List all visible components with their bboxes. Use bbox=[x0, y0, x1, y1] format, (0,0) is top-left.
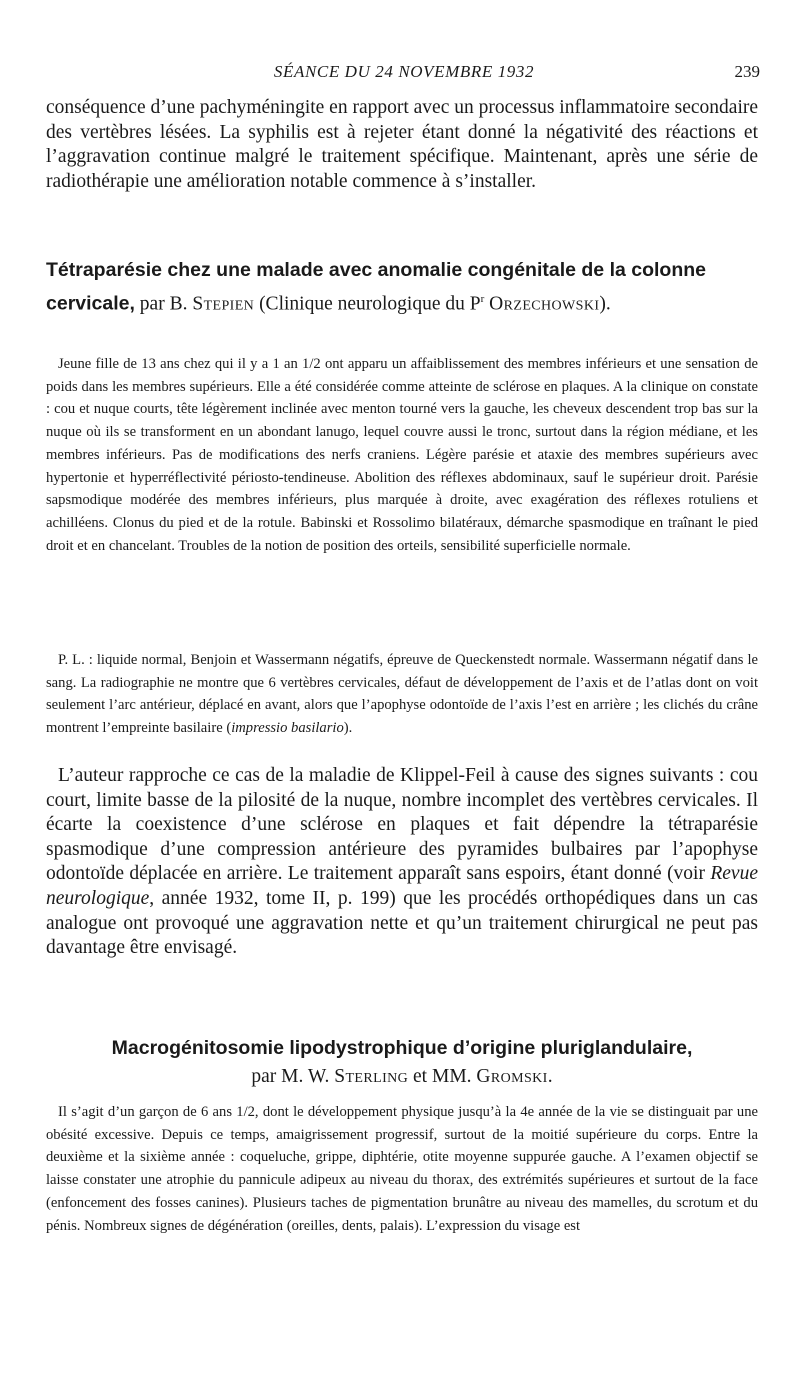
section-1-discussion-italic: Revue neurologique bbox=[46, 863, 758, 909]
section-1-discussion-part-2: , année 1932, tome II, p. 199) que les procédés orthopédiques dans un cas analogue ont provoqué une aggravation nette et qu’un traitement chirurgical ne peut pas davantage être envisagé. bbox=[46, 887, 758, 959]
section-2-title-end: . bbox=[547, 1066, 553, 1087]
section-1-lab-text: P. L. : liquide normal, Benjoin et Wassermann négatifs, épreuve de Queckenstedt normale. Wassermann négatif dans le sang. La radiographie ne montre que 6 vertèbres cervicales, défaut de développement de l’axis et de l’atlas dont on voit seulement l’arc antérieur, déplacé en avant, alors que l’apophyse odontoïde de l’axis l’est en arrière ; les clichés du crâne montrent l’empreinte basilaire ( bbox=[46, 652, 758, 737]
section-1-prof-name: Orzechowski bbox=[489, 293, 600, 315]
page-number: 239 bbox=[734, 62, 760, 81]
section-1-by: par B. bbox=[139, 293, 188, 315]
section-2-case-paragraph: Il s’agit d’un garçon de 6 ans 1/2, dont le développement physique jusqu’à la 4e année de la vie se distinguait par une obésité excessive. Depuis ce temps, amaigrissement progressif, surtout de la moitié supérieure du corps. Entre la deuxième et la sixième année : coqueluche, grippe, diphtérie, otite moyenne suppurée gauche. A l’examen objectif se laisse constater une atrophie du pannicule adipeux au niveau du thorax, des extrémités supérieures et surtout de la face (enfoncement des fosses canines). Plusieurs taches de pigmentation brunâtre au niveau des mamelles, du scrotum et du pénis. Nombreux signes de dégénération (oreilles, dents, palais). L’expression du visage est bbox=[46, 1104, 758, 1234]
section-2-author-2: Gromski bbox=[476, 1066, 548, 1087]
section-1-case-paragraph: Jeune fille de 13 ans chez qui il y a 1 an 1/2 ont apparu un affaiblissement des membres inférieurs et une sensation de poids dans les membres supérieurs. Elle a été considérée comme atteinte de sclérose en plaques. A la clinique on constate : cou et nuque courts, tête légèrement inclinée avec menton tourné vers la gauche, les cheveux descendent trop bas sur la nuque où ils se transforment en un abondant lanugo, lequel couvre aussi le tronc, surtout dans la région médiane, et les membres inférieurs. Pas de modifications des nerfs craniens. Légère parésie et ataxie des membres supérieurs avec hypertonie et hyperréflectivité périosto-tendineuse. Abolition des réflexes abdominaux, sauf le supérieur droit. Parésie sapsmodique modérée des membres inférieurs, plus marquée à droite, avec exagération des réflexes rotuliens et achilléens. Clonus du pied et de la rotule. Babinski et Rossolimo bilatéraux, démarche spasmodique en traînant le pied droit et en chancelant. Troubles de la notion de position des orteils, sensibilité superficielle normale. bbox=[46, 356, 758, 554]
section-1-affiliation: (Clinique neurologique du bbox=[259, 293, 465, 315]
section-1-prof-sup: r bbox=[480, 293, 485, 305]
section-2-heading bbox=[46, 1034, 758, 1091]
section-2-author-1: Sterling bbox=[334, 1066, 409, 1087]
section-1-discussion-part-1: L’auteur rapproche ce cas de la maladie de Klippel-Feil à cause des signes suivants : cou court, limite basse de la pilosité de la nuque, nombre incomplet des vertèbres cervicales. Il écarte la coexistence d’une sclérose en plaques et fait dépendre la tétraparésie spasmodique d’une compression antérieure des pyramides bulbaires par l’apophyse odontoïde déplacée en arrière. Le traitement apparaît sans espoirs, étant donné (voir bbox=[46, 765, 758, 885]
section-1-heading bbox=[46, 256, 758, 319]
section-1-lab-paragraph bbox=[46, 649, 758, 740]
section-1-prof-abbr: P bbox=[469, 293, 481, 315]
section-2-title: Macrogénitosomie lipodystrophique d’origine pluriglandulaire, bbox=[111, 1037, 693, 1059]
section-2-by: par M. W. bbox=[251, 1066, 330, 1087]
section-1-title-end: ). bbox=[599, 293, 611, 315]
section-1-discussion bbox=[46, 764, 758, 961]
section-1-lab-italic: impressio basilario bbox=[231, 720, 344, 737]
running-title: SÉANCE DU 24 NOVEMBRE 1932 bbox=[273, 62, 535, 81]
section-2-and: et MM. bbox=[413, 1066, 472, 1087]
running-header bbox=[48, 62, 760, 86]
section-1-author: Stepien bbox=[192, 293, 255, 315]
section-1-lab-end: ). bbox=[343, 720, 353, 737]
intro-paragraph: conséquence d’une pachyméningite en rapport avec un processus inflammatoire secondaire des vertèbres lésées. La syphilis est à rejeter étant donné la négativité des réactions et l’aggravation continue malgré le traitement spécifique. Maintenant, après une série de radiothérapie une amélioration notable commence à s’installer. bbox=[46, 97, 759, 192]
section-1-title: Tétraparésie chez une malade avec anomalie congénitale de la colonne cervicale, bbox=[46, 259, 707, 315]
